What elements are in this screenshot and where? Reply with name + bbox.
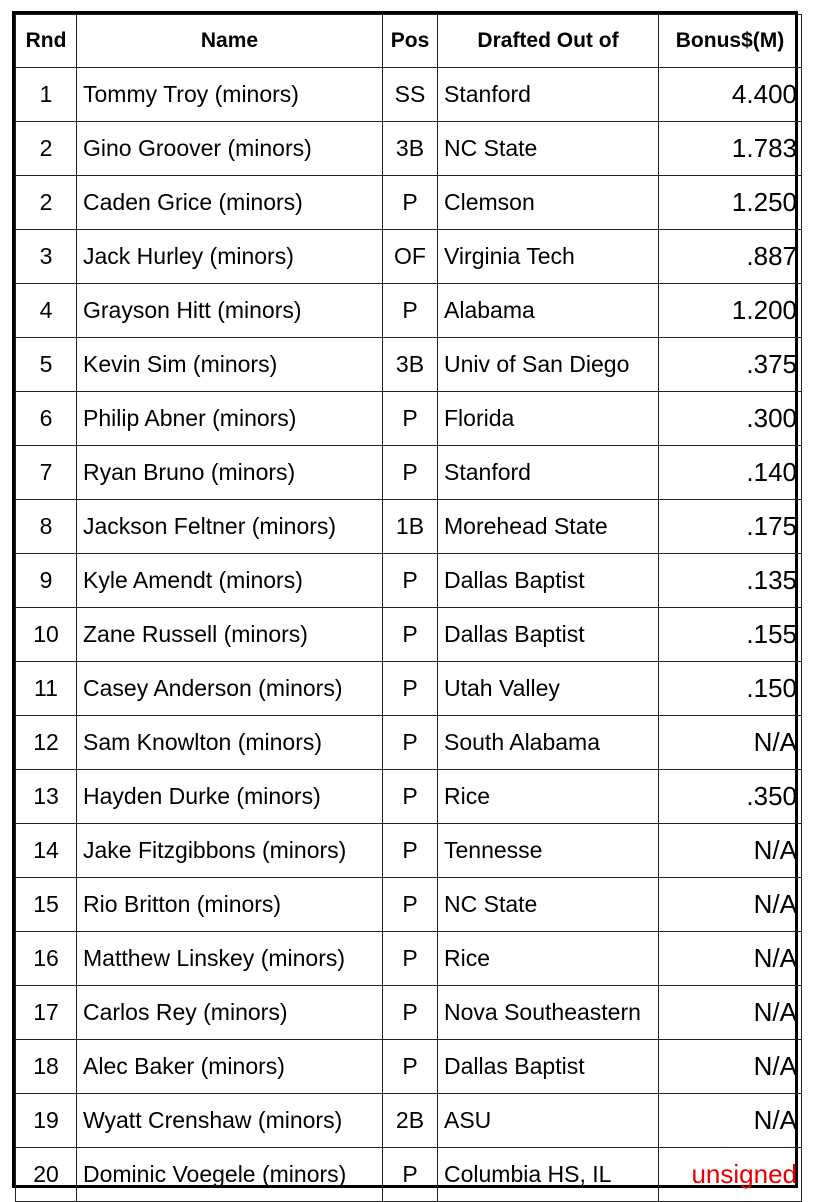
drafted-out-of-cell: Tennesse: [438, 824, 659, 878]
draft-table-container: [12, 11, 798, 1188]
pos-cell: 3B: [383, 122, 438, 176]
table-row: [16, 68, 802, 122]
pos-cell: P: [383, 824, 438, 878]
table-row: [16, 878, 802, 932]
bonus-cell: .135: [659, 554, 802, 608]
pos-cell: P: [383, 1148, 438, 1202]
pos-cell: P: [383, 176, 438, 230]
name-cell: Caden Grice (minors): [77, 176, 383, 230]
pos-cell: 1B: [383, 500, 438, 554]
bonus-cell: N/A: [659, 932, 802, 986]
table-row: [16, 1040, 802, 1094]
table-row: [16, 824, 802, 878]
drafted-out-of-cell: Clemson: [438, 176, 659, 230]
drafted-out-of-cell: Stanford: [438, 446, 659, 500]
name-cell: Kyle Amendt (minors): [77, 554, 383, 608]
drafted-out-of-cell: Stanford: [438, 68, 659, 122]
table-body: [16, 68, 802, 1202]
bonus-cell: 4.400: [659, 68, 802, 122]
table-row: [16, 554, 802, 608]
bonus-cell: .140: [659, 446, 802, 500]
pos-cell: P: [383, 986, 438, 1040]
bonus-cell: .887: [659, 230, 802, 284]
bonus-cell: .300: [659, 392, 802, 446]
table-row: [16, 338, 802, 392]
table-row: [16, 122, 802, 176]
table-row: [16, 230, 802, 284]
table-row: [16, 1094, 802, 1148]
table-row: [16, 176, 802, 230]
drafted-out-of-cell: Morehead State: [438, 500, 659, 554]
bonus-cell: unsigned: [659, 1148, 802, 1202]
drafted-out-of-cell: NC State: [438, 878, 659, 932]
table-row: [16, 1148, 802, 1202]
pos-cell: P: [383, 446, 438, 500]
name-cell: Zane Russell (minors): [77, 608, 383, 662]
name-cell: Carlos Rey (minors): [77, 986, 383, 1040]
drafted-out-of-cell: Florida: [438, 392, 659, 446]
bonus-cell: N/A: [659, 878, 802, 932]
header-pos: Pos: [383, 15, 438, 68]
drafted-out-of-cell: Virginia Tech: [438, 230, 659, 284]
table-row: [16, 932, 802, 986]
drafted-out-of-cell: Utah Valley: [438, 662, 659, 716]
table-row: [16, 284, 802, 338]
name-cell: Alec Baker (minors): [77, 1040, 383, 1094]
rnd-cell: 16: [16, 932, 77, 986]
bonus-cell: N/A: [659, 824, 802, 878]
drafted-out-of-cell: ASU: [438, 1094, 659, 1148]
name-cell: Jack Hurley (minors): [77, 230, 383, 284]
rnd-cell: 9: [16, 554, 77, 608]
rnd-cell: 20: [16, 1148, 77, 1202]
rnd-cell: 8: [16, 500, 77, 554]
name-cell: Gino Groover (minors): [77, 122, 383, 176]
pos-cell: P: [383, 878, 438, 932]
drafted-out-of-cell: Rice: [438, 932, 659, 986]
name-cell: Hayden Durke (minors): [77, 770, 383, 824]
bonus-cell: N/A: [659, 1094, 802, 1148]
rnd-cell: 7: [16, 446, 77, 500]
name-cell: Jackson Feltner (minors): [77, 500, 383, 554]
pos-cell: 2B: [383, 1094, 438, 1148]
bonus-cell: 1.783: [659, 122, 802, 176]
rnd-cell: 2: [16, 176, 77, 230]
pos-cell: P: [383, 662, 438, 716]
pos-cell: P: [383, 770, 438, 824]
table-row: [16, 392, 802, 446]
bonus-cell: 1.200: [659, 284, 802, 338]
drafted-out-of-cell: Dallas Baptist: [438, 554, 659, 608]
drafted-out-of-cell: Dallas Baptist: [438, 1040, 659, 1094]
name-cell: Rio Britton (minors): [77, 878, 383, 932]
header-name: Name: [77, 15, 383, 68]
draft-picks-table: [15, 14, 802, 1202]
rnd-cell: 4: [16, 284, 77, 338]
pos-cell: P: [383, 716, 438, 770]
table-header-row: [16, 15, 802, 68]
pos-cell: P: [383, 608, 438, 662]
rnd-cell: 13: [16, 770, 77, 824]
name-cell: Kevin Sim (minors): [77, 338, 383, 392]
name-cell: Wyatt Crenshaw (minors): [77, 1094, 383, 1148]
rnd-cell: 1: [16, 68, 77, 122]
bonus-cell: N/A: [659, 1040, 802, 1094]
header-rnd: Rnd: [16, 15, 77, 68]
rnd-cell: 11: [16, 662, 77, 716]
pos-cell: OF: [383, 230, 438, 284]
pos-cell: SS: [383, 68, 438, 122]
drafted-out-of-cell: NC State: [438, 122, 659, 176]
pos-cell: P: [383, 932, 438, 986]
drafted-out-of-cell: Nova Southeastern: [438, 986, 659, 1040]
table-row: [16, 608, 802, 662]
name-cell: Matthew Linskey (minors): [77, 932, 383, 986]
bonus-cell: .155: [659, 608, 802, 662]
header-drafted-out-of: Drafted Out of: [438, 15, 659, 68]
bonus-cell: 1.250: [659, 176, 802, 230]
rnd-cell: 5: [16, 338, 77, 392]
bonus-cell: N/A: [659, 986, 802, 1040]
pos-cell: P: [383, 554, 438, 608]
rnd-cell: 12: [16, 716, 77, 770]
rnd-cell: 3: [16, 230, 77, 284]
bonus-cell: .350: [659, 770, 802, 824]
pos-cell: P: [383, 284, 438, 338]
header-bonus: Bonus$(M): [659, 15, 802, 68]
rnd-cell: 14: [16, 824, 77, 878]
drafted-out-of-cell: Univ of San Diego: [438, 338, 659, 392]
pos-cell: 3B: [383, 338, 438, 392]
rnd-cell: 17: [16, 986, 77, 1040]
table-row: [16, 986, 802, 1040]
name-cell: Jake Fitzgibbons (minors): [77, 824, 383, 878]
rnd-cell: 18: [16, 1040, 77, 1094]
name-cell: Tommy Troy (minors): [77, 68, 383, 122]
pos-cell: P: [383, 1040, 438, 1094]
rnd-cell: 10: [16, 608, 77, 662]
pos-cell: P: [383, 392, 438, 446]
drafted-out-of-cell: Alabama: [438, 284, 659, 338]
drafted-out-of-cell: South Alabama: [438, 716, 659, 770]
table-row: [16, 500, 802, 554]
bonus-cell: .375: [659, 338, 802, 392]
bonus-cell: N/A: [659, 716, 802, 770]
rnd-cell: 6: [16, 392, 77, 446]
name-cell: Dominic Voegele (minors): [77, 1148, 383, 1202]
name-cell: Ryan Bruno (minors): [77, 446, 383, 500]
name-cell: Casey Anderson (minors): [77, 662, 383, 716]
rnd-cell: 15: [16, 878, 77, 932]
table-row: [16, 662, 802, 716]
name-cell: Grayson Hitt (minors): [77, 284, 383, 338]
drafted-out-of-cell: Dallas Baptist: [438, 608, 659, 662]
bonus-cell: .175: [659, 500, 802, 554]
bonus-cell: .150: [659, 662, 802, 716]
rnd-cell: 2: [16, 122, 77, 176]
drafted-out-of-cell: Rice: [438, 770, 659, 824]
rnd-cell: 19: [16, 1094, 77, 1148]
table-row: [16, 716, 802, 770]
name-cell: Philip Abner (minors): [77, 392, 383, 446]
drafted-out-of-cell: Columbia HS, IL: [438, 1148, 659, 1202]
table-row: [16, 770, 802, 824]
name-cell: Sam Knowlton (minors): [77, 716, 383, 770]
table-row: [16, 446, 802, 500]
